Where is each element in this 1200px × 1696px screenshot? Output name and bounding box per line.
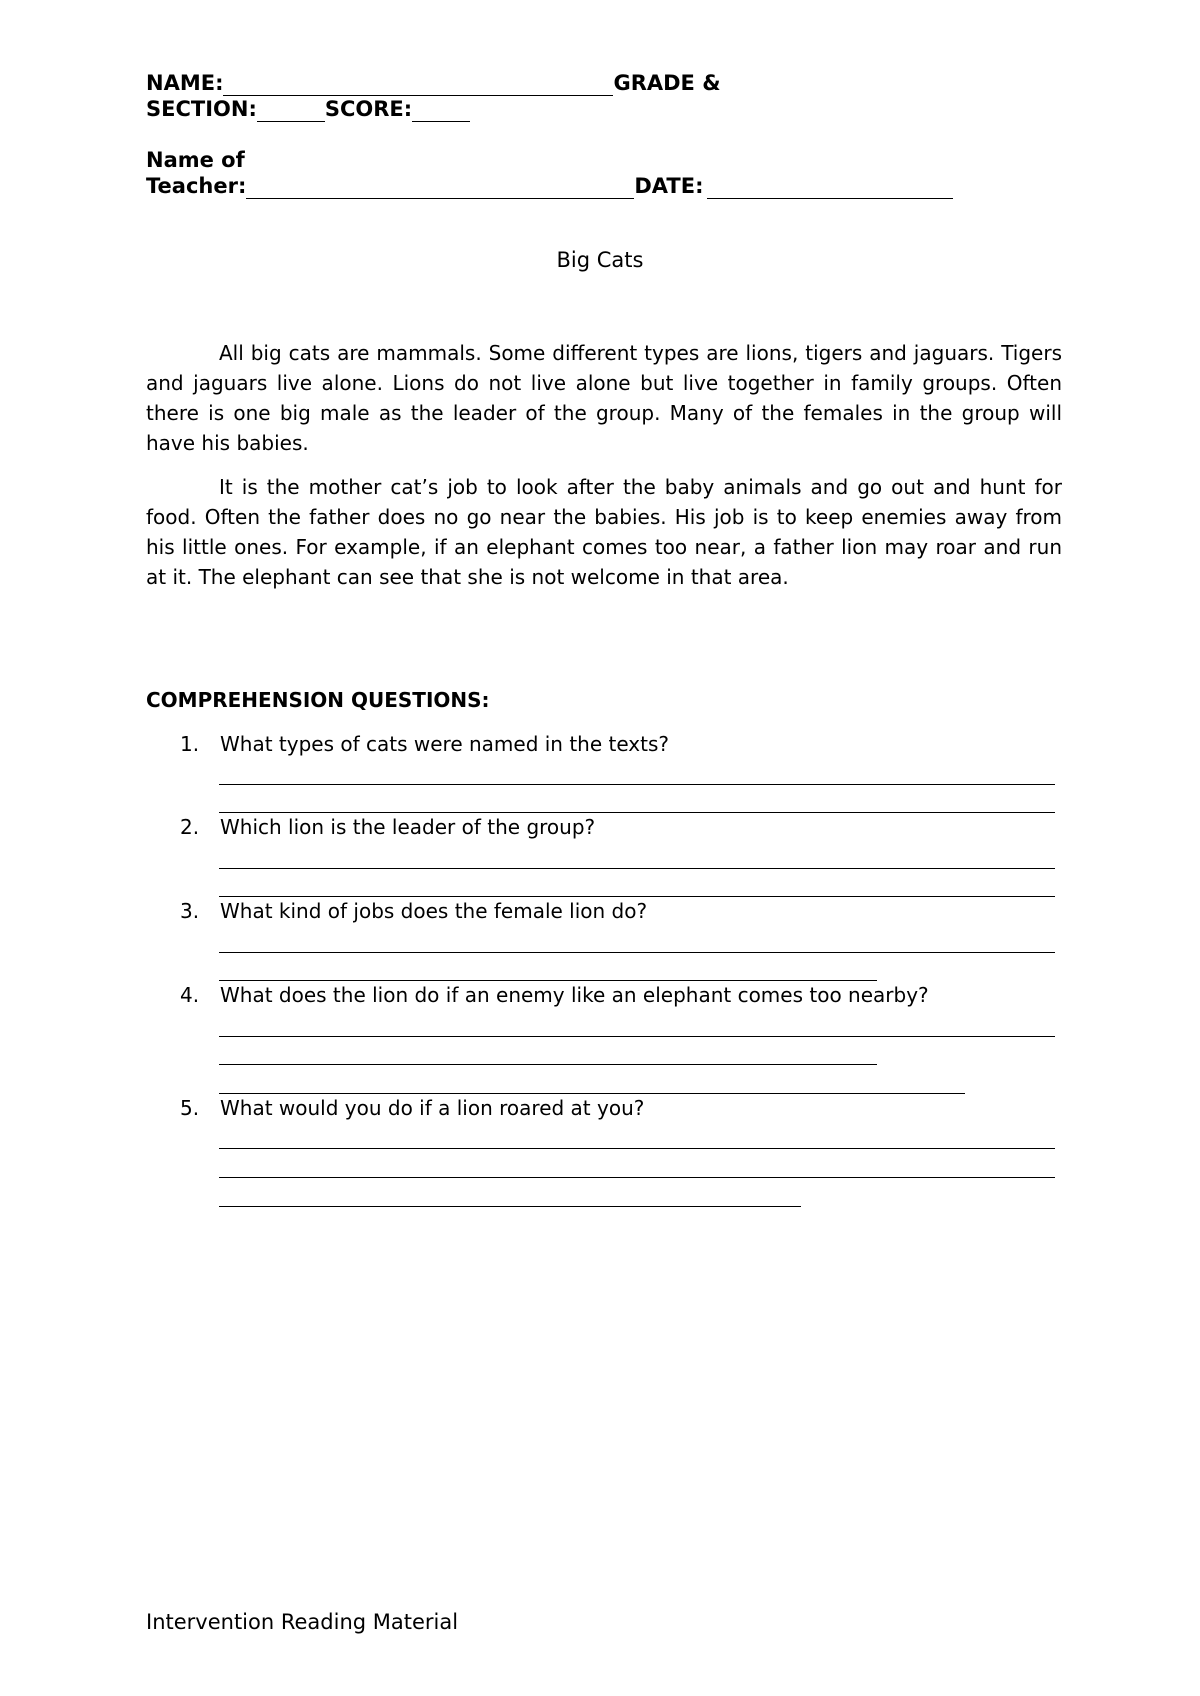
- question-text: What does the lion do if an enemy like an elephant comes too nearby?: [220, 983, 929, 1007]
- answer-line[interactable]: [219, 868, 1055, 869]
- answer-line[interactable]: [219, 812, 1055, 813]
- question-4: [180, 983, 929, 1007]
- question-text: What types of cats were named in the texts?: [220, 732, 670, 756]
- score-label: SCORE:: [324, 97, 413, 121]
- question-number: 5.: [180, 1096, 200, 1120]
- question-number: 2.: [180, 815, 200, 839]
- name-of-label: Name of: [146, 148, 245, 172]
- passage-title: Big Cats: [556, 248, 644, 272]
- answer-line[interactable]: [219, 1148, 1055, 1149]
- name-label: NAME:: [146, 71, 224, 95]
- answer-line[interactable]: [219, 1064, 877, 1065]
- question-number: 1.: [180, 732, 200, 756]
- passage-paragraph-1: All big cats are mammals. Some different types are lions, tigers and jaguars. Tigers and jaguars live alone. Lions do not live alone but live together in family groups. Often there is one big male as the leader of the group. Many of the females in the group will have his babies.: [146, 341, 1062, 455]
- question-text: What kind of jobs does the female lion do?: [220, 899, 648, 923]
- answer-line[interactable]: [219, 980, 877, 981]
- date-label: DATE:: [634, 174, 704, 198]
- question-2: [180, 815, 595, 839]
- question-3: [180, 899, 647, 923]
- teacher-label: Teacher:: [146, 174, 247, 198]
- answer-line[interactable]: [219, 1177, 1055, 1178]
- questions-heading: COMPREHENSION QUESTIONS:: [146, 688, 490, 712]
- answer-line[interactable]: [219, 1093, 965, 1094]
- question-text: Which lion is the leader of the group?: [220, 815, 596, 839]
- section-label: SECTION:: [146, 97, 257, 121]
- question-text: What would you do if a lion roared at you?: [220, 1096, 645, 1120]
- footer-text: Intervention Reading Material: [146, 1610, 459, 1634]
- passage-paragraph-2: It is the mother cat’s job to look after the baby animals and go out and hunt for food. Often the father does no go near the babies. His job is to keep enemies away from his little ones. For example, if an elephant comes too near, a father lion may roar and run at it. The elephant can see that she is not welcome in that area.: [146, 475, 1062, 589]
- question-1: [180, 732, 669, 756]
- answer-line[interactable]: [219, 1206, 801, 1207]
- grade-label: GRADE &: [613, 71, 721, 95]
- answer-line[interactable]: [219, 952, 1055, 953]
- answer-line[interactable]: [219, 896, 1055, 897]
- answer-line[interactable]: [219, 1036, 1055, 1037]
- answer-line[interactable]: [219, 784, 1055, 785]
- question-number: 3.: [180, 899, 200, 923]
- question-number: 4.: [180, 983, 200, 1007]
- question-5: [180, 1096, 644, 1120]
